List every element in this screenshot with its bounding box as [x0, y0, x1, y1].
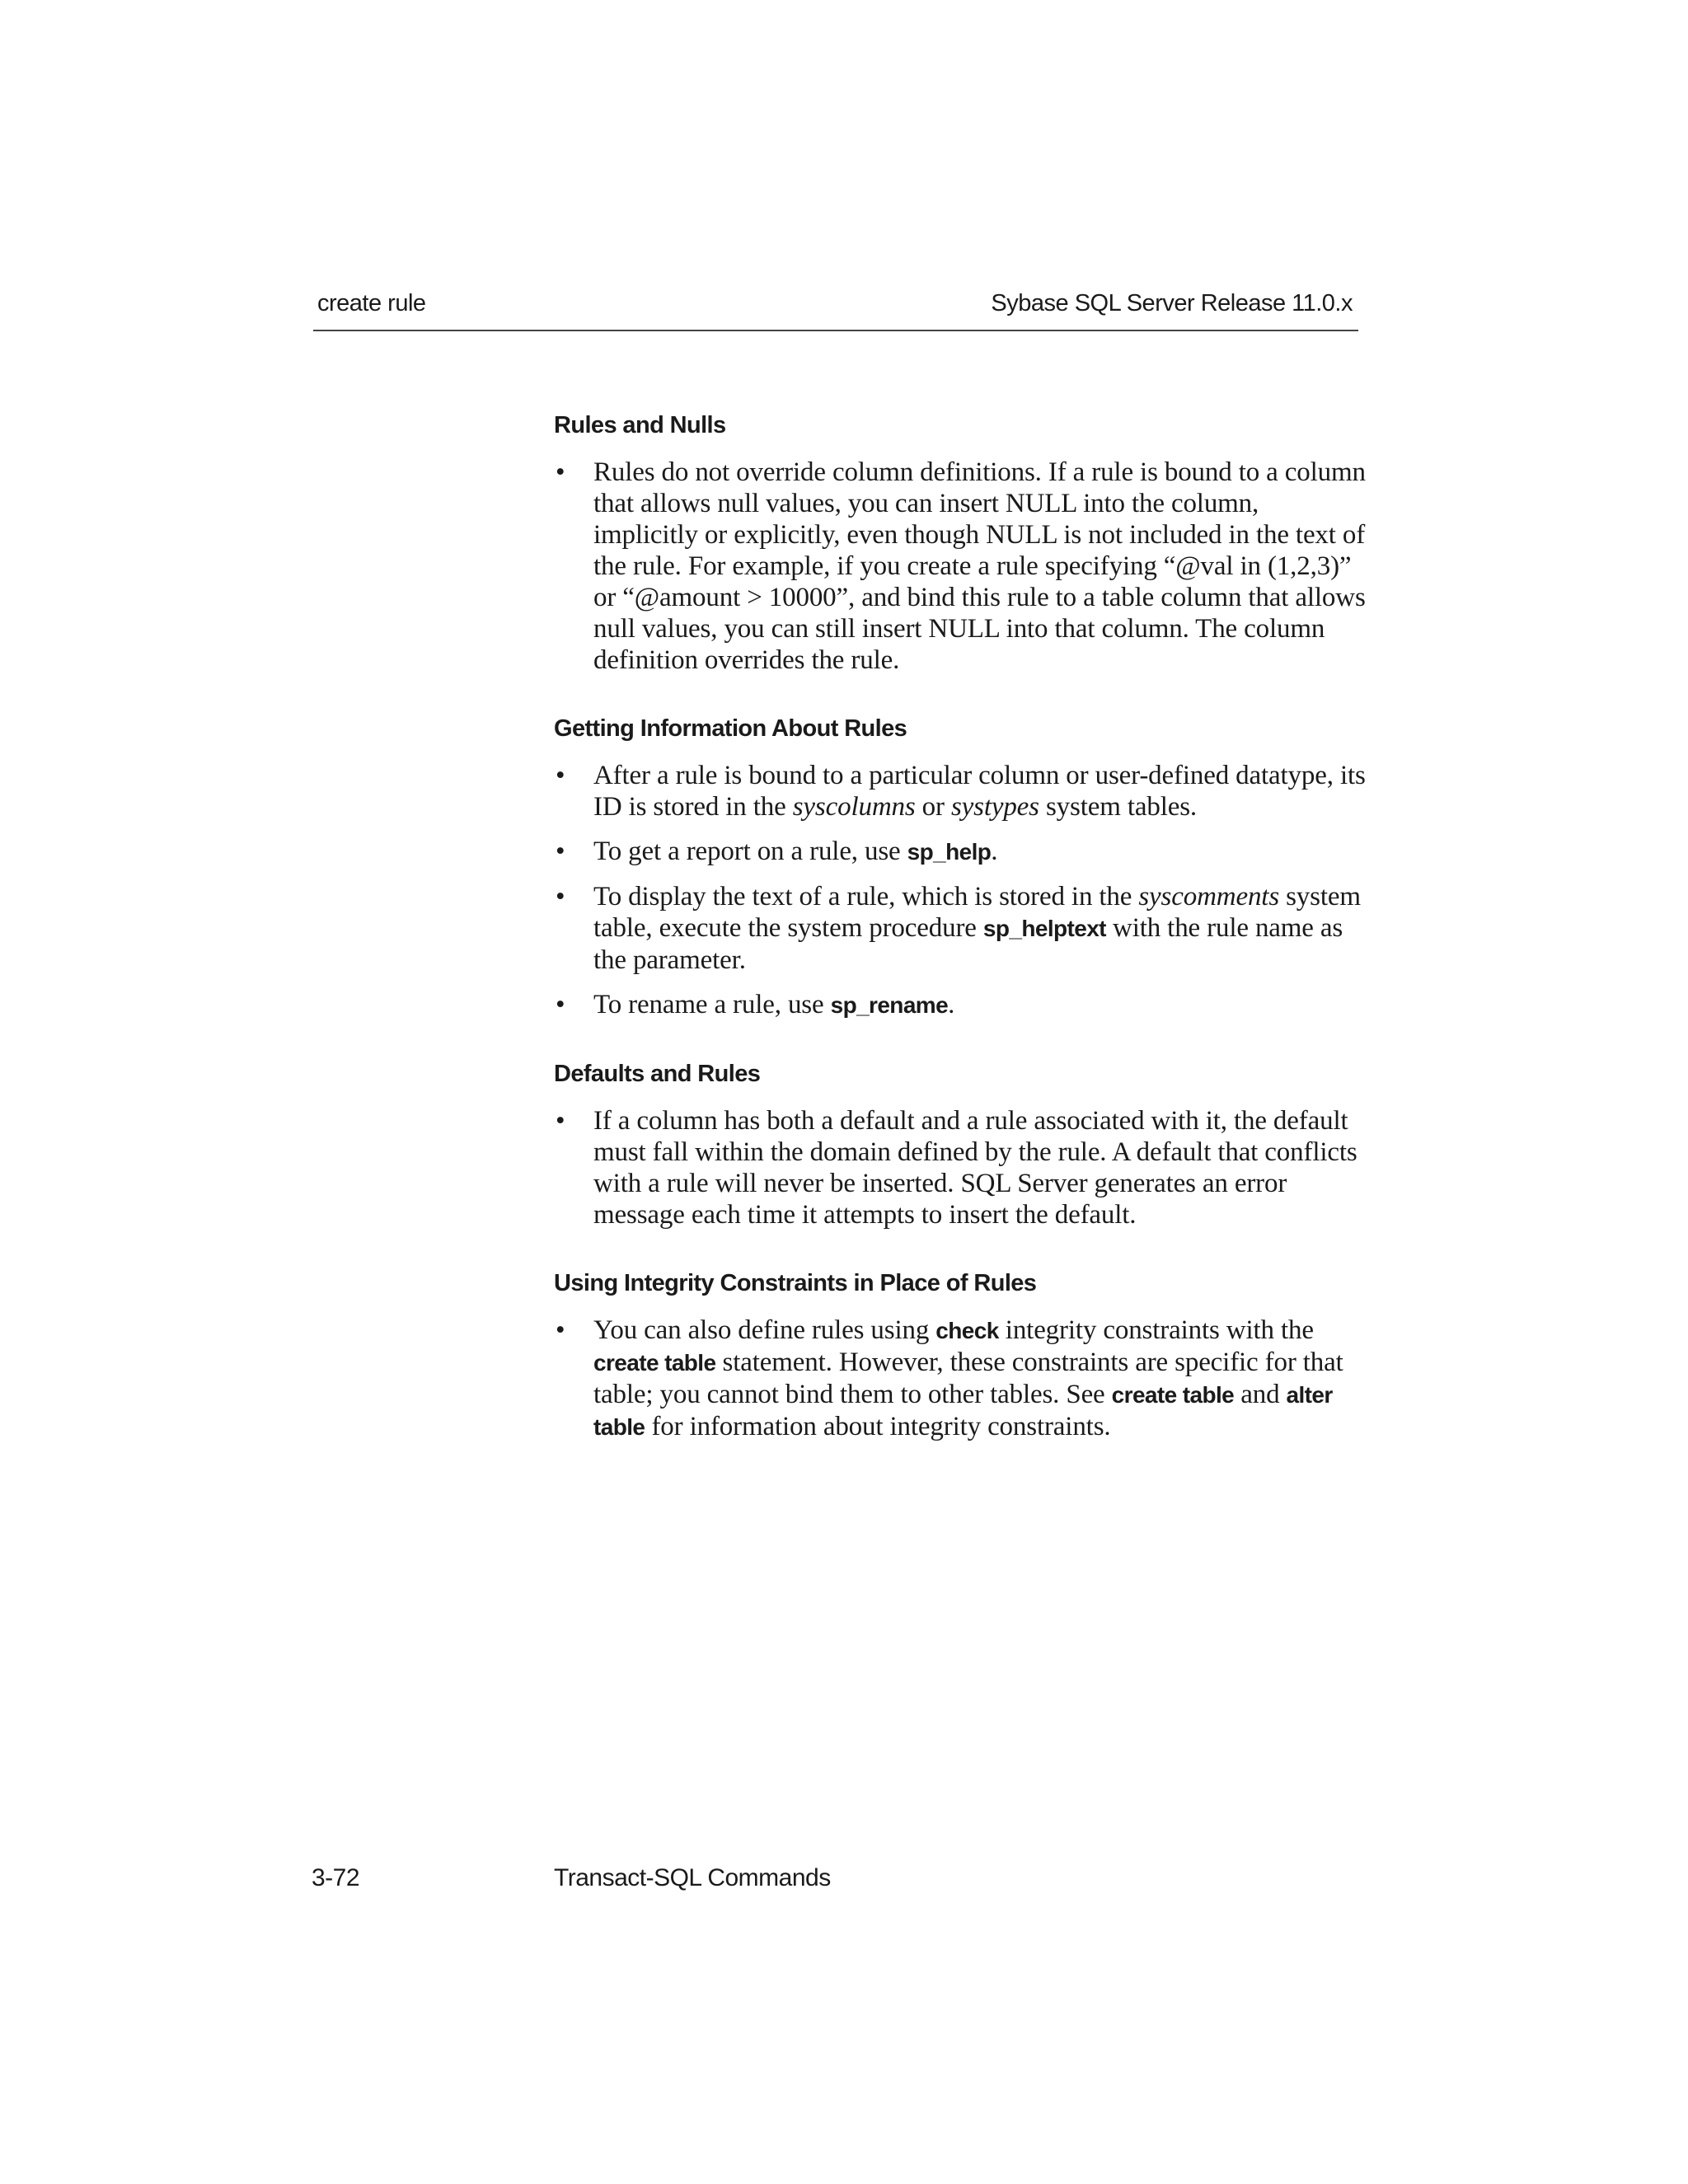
bullet-icon: •	[556, 457, 565, 487]
list-item	[554, 989, 1370, 1021]
bullet-list	[554, 457, 1370, 676]
item-text: with the rule name as the parameter.	[593, 913, 1343, 975]
item-text: and	[1234, 1380, 1287, 1409]
command-name: create table	[593, 1350, 716, 1376]
item-text: To display the text of a rule, which is stored in the	[593, 882, 1139, 912]
section-defaults-and-rules	[554, 1059, 1370, 1230]
section-getting-information	[554, 714, 1370, 1021]
section-heading: Using Integrity Constraints in Place of Rules	[554, 1270, 1037, 1296]
table-name: syscolumns	[792, 792, 916, 822]
item-text: Rules do not override column definitions. If a rule is bound to a column that allows null values, you can insert NULL into the column, implicitly or explicitly, even though NULL is not included in the text of the rule. For example, if you create a rule specifying “@val in (1,2,3)” or “@amount > 10000”, and bind this rule to a table column that allows null values, you can still insert NULL into that column. The column definition overrides the rule.	[593, 457, 1366, 675]
section-heading: Defaults and Rules	[554, 1061, 761, 1087]
section-heading: Getting Information About Rules	[554, 715, 907, 742]
header-rule	[313, 330, 1358, 331]
page-number: 3-72	[312, 1864, 360, 1891]
running-header	[316, 290, 1357, 326]
bullet-icon: •	[556, 837, 565, 866]
table-name: systypes	[950, 792, 1039, 822]
page-content	[554, 410, 1370, 1481]
item-text: system tables.	[1039, 792, 1198, 822]
procedure-name: sp_help	[907, 839, 992, 865]
bullet-list	[554, 1105, 1370, 1230]
item-text: You can also define rules using	[593, 1315, 936, 1345]
list-item	[554, 760, 1370, 823]
command-name: alter table	[593, 1382, 1333, 1440]
item-text: If a column has both a default and a rule associated with it, the default must fall within the domain defined by the rule. A default that conflicts with a rule will never be inserted. SQL Server generates an error message each time it attempts to insert the default.	[593, 1106, 1357, 1230]
item-text: To rename a rule, use	[593, 990, 831, 1019]
keyword: check	[935, 1318, 999, 1343]
section-heading: Rules and Nulls	[554, 412, 726, 438]
bullet-icon: •	[556, 990, 565, 1019]
procedure-name: sp_helptext	[982, 916, 1106, 941]
procedure-name: sp_rename	[830, 992, 949, 1018]
bullet-icon: •	[556, 1106, 565, 1136]
item-text: .	[948, 990, 955, 1019]
list-item	[554, 1315, 1370, 1443]
item-text: for information about integrity constraints.	[645, 1412, 1111, 1441]
item-text: or	[915, 792, 951, 822]
bullet-icon: •	[556, 1315, 565, 1345]
chapter-title: Transact-SQL Commands	[554, 1864, 831, 1891]
header-product-name: Sybase SQL Server Release 11.0.x	[991, 290, 1353, 316]
item-text: To get a report on a rule, use	[593, 837, 907, 866]
bullet-list	[554, 760, 1370, 1021]
command-name: create table	[1111, 1382, 1235, 1408]
item-text: statement. However, these constraints are specific for that table; you cannot bind them to other tables. See	[593, 1347, 1343, 1409]
list-item	[554, 457, 1370, 676]
bullet-icon: •	[556, 882, 565, 912]
section-rules-and-nulls	[554, 410, 1370, 676]
item-text: After a rule is bound to a particular column or user-defined datatype, its ID is stored in the	[593, 761, 1366, 822]
table-name: syscomments	[1138, 882, 1280, 912]
list-item	[554, 881, 1370, 976]
bullet-list	[554, 1315, 1370, 1443]
header-section-name: create rule	[317, 290, 426, 316]
item-text: .	[991, 837, 998, 866]
item-text: system table, execute the system procedure	[593, 882, 1361, 943]
bullet-icon: •	[556, 761, 565, 790]
section-integrity-constraints	[554, 1268, 1370, 1443]
list-item	[554, 836, 1370, 868]
list-item	[554, 1105, 1370, 1230]
item-text: integrity constraints with the	[998, 1315, 1314, 1345]
